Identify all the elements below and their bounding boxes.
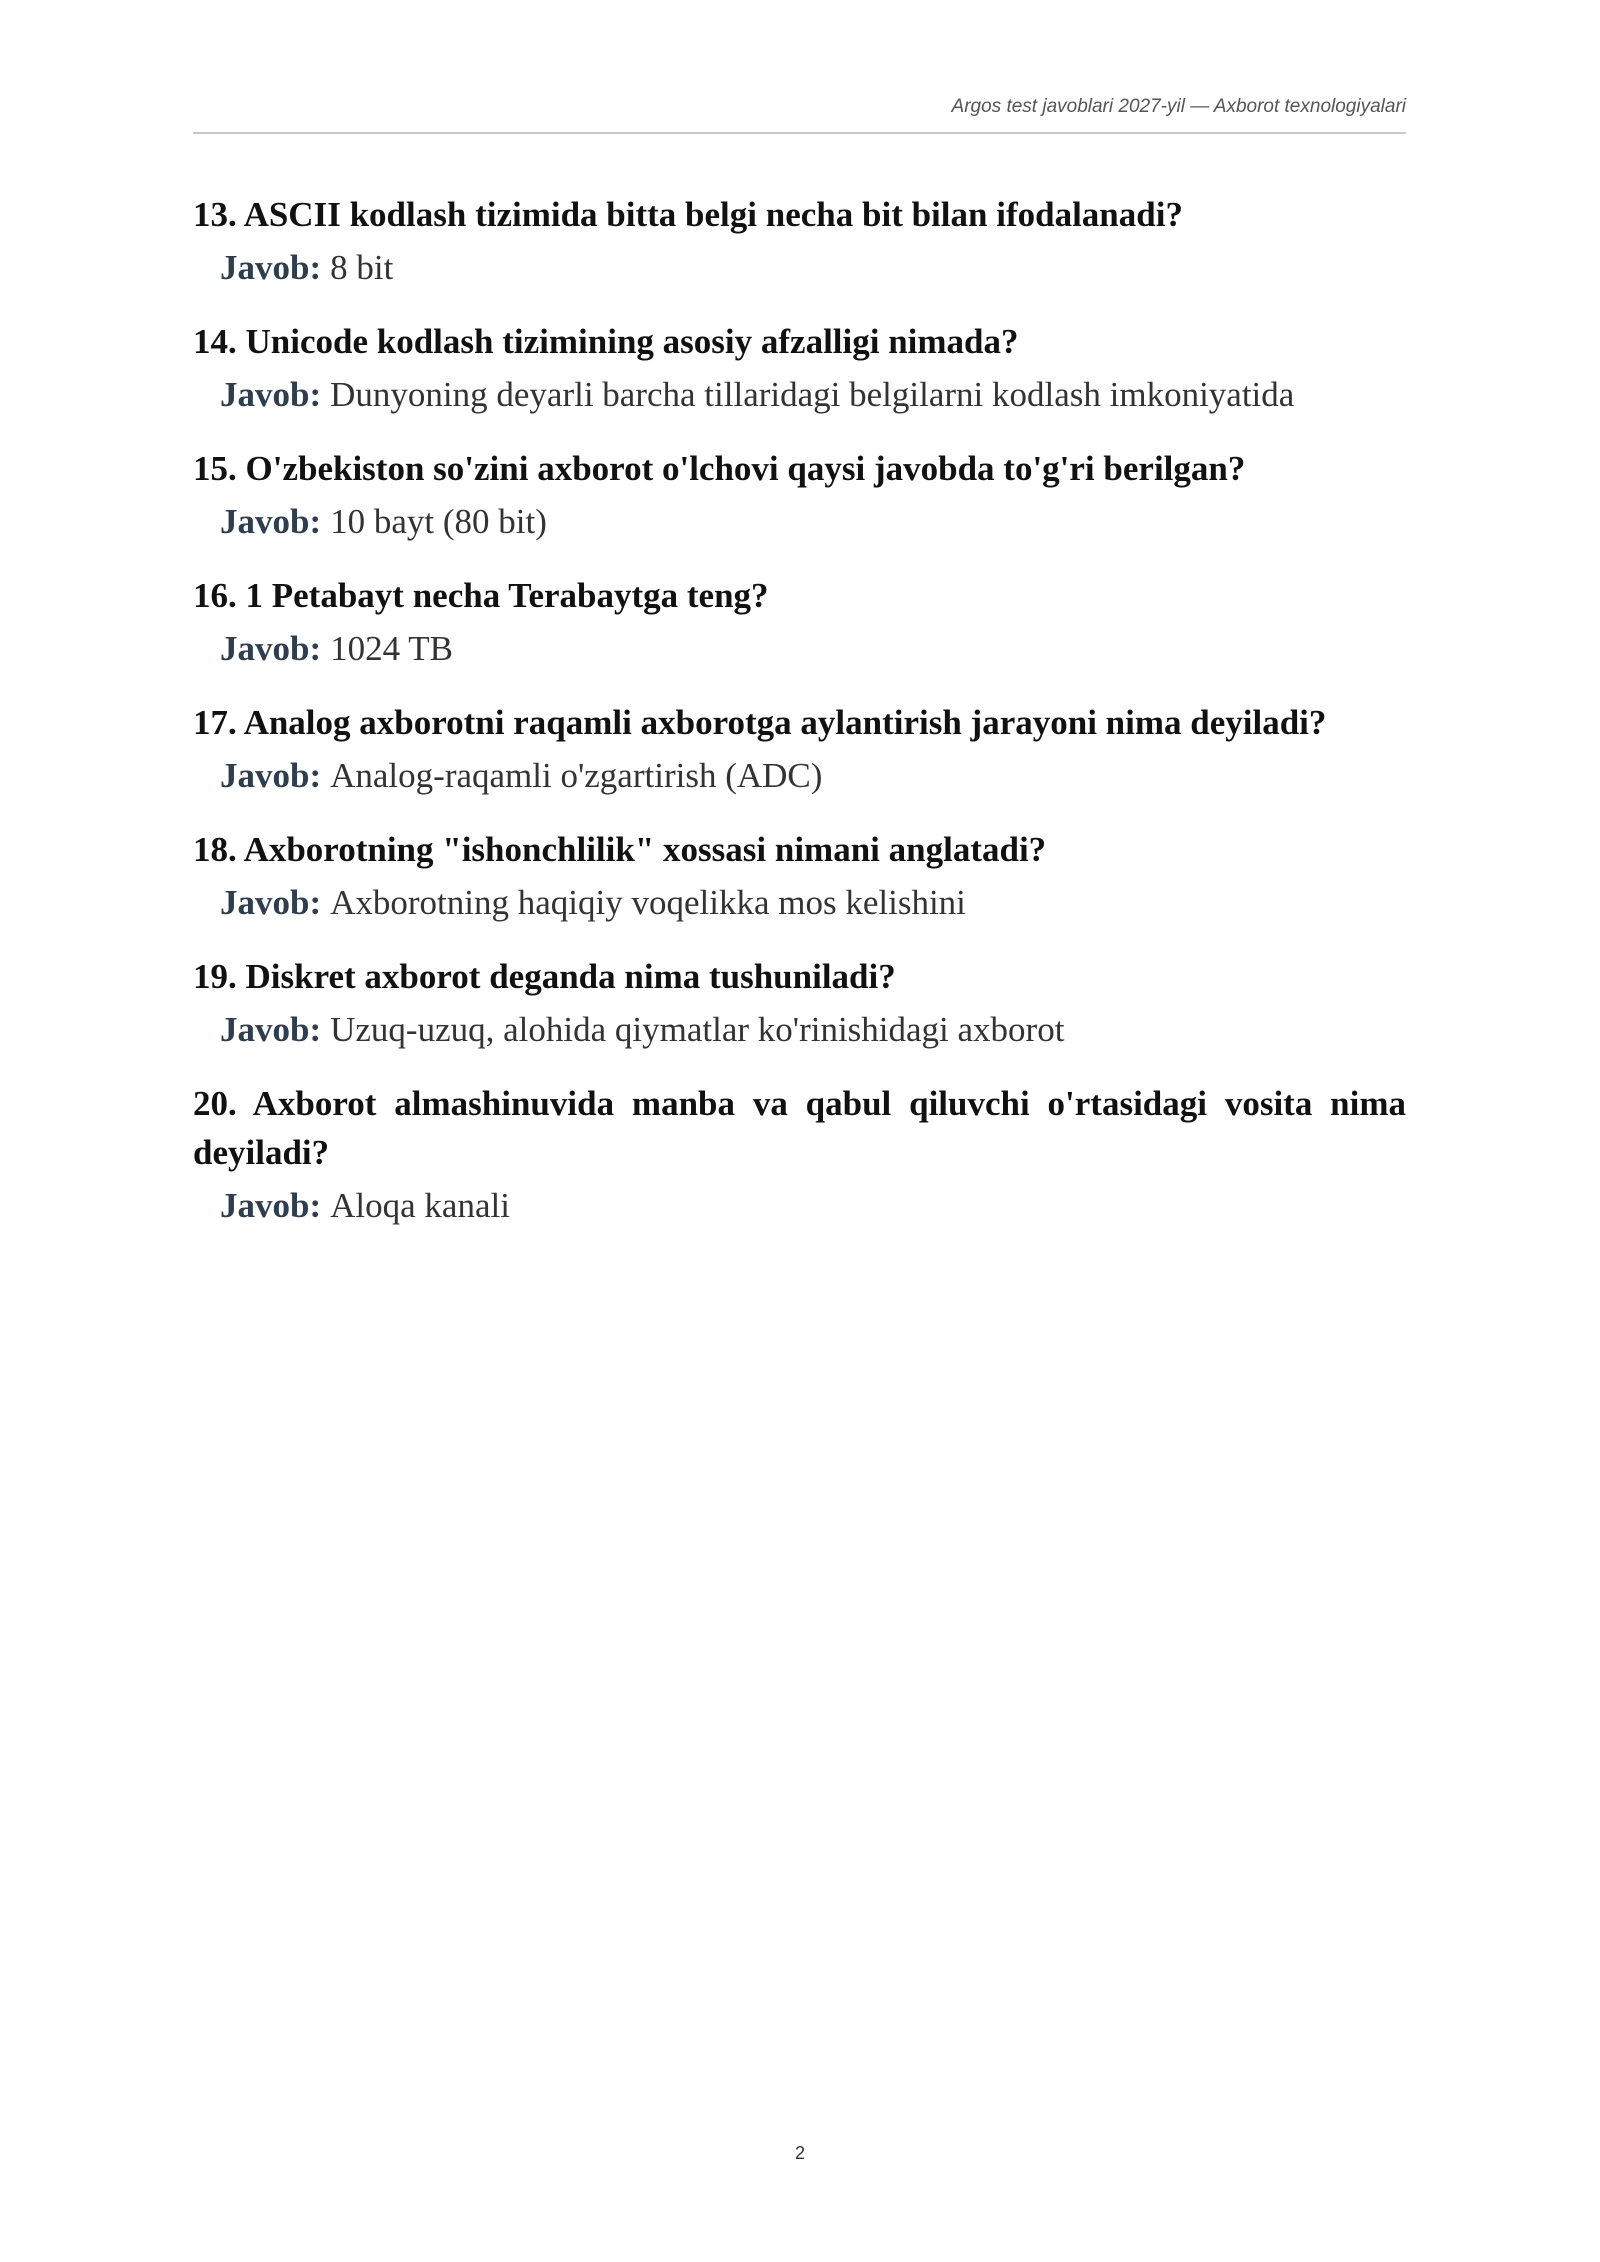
question-17: 17. Analog axborotni raqamli axborotga aylantirish jarayoni nima deyiladi?	[193, 703, 1327, 742]
qa-item-17	[193, 698, 1406, 802]
page-number: 2	[794, 2143, 805, 2163]
answer-20	[193, 1180, 1406, 1232]
answer-14	[193, 369, 1406, 421]
answer-label: Javob:	[220, 756, 322, 795]
header-title: Argos test javoblari 2027-yil — Axborot texnologiyalari	[951, 96, 1406, 117]
question-18: 18. Axborotning "ishonchlilik" xossasi nimani anglatadi?	[193, 830, 1047, 869]
answer-text-17: Analog-raqamli o'zgartirish (ADC)	[330, 756, 823, 795]
question-20: 20. Axborot almashinuvida manba va qabul qiluvchi o'rtasidagi vosita nima deyiladi?	[193, 1084, 1406, 1172]
page-header	[193, 92, 1406, 134]
answer-label: Javob:	[220, 883, 322, 922]
answer-text-13: 8 bit	[330, 248, 394, 287]
question-15: 15. O'zbekiston so'zini axborot o'lchovi qaysi javobda to'g'ri berilgan?	[193, 449, 1246, 488]
answer-text-18: Axborotning haqiqiy voqelikka mos kelishini	[330, 883, 966, 922]
answer-label: Javob:	[220, 1010, 322, 1049]
answer-17	[193, 750, 1406, 802]
question-19: 19. Diskret axborot deganda nima tushuniladi?	[193, 957, 896, 996]
qa-item-20	[193, 1079, 1406, 1232]
answer-text-14: Dunyoning deyarli barcha tillaridagi belgilarni kodlash imkoniyatida	[330, 375, 1295, 414]
answer-label: Javob:	[220, 502, 322, 541]
answer-label: Javob:	[220, 248, 322, 287]
answer-text-20: Aloqa kanali	[330, 1186, 510, 1225]
qa-list	[193, 190, 1406, 1255]
qa-item-19	[193, 952, 1406, 1056]
answer-15	[193, 496, 1406, 548]
answer-16	[193, 623, 1406, 675]
answer-18	[193, 877, 1406, 929]
question-14: 14. Unicode kodlash tizimining asosiy afzalligi nimada?	[193, 322, 1019, 361]
answer-text-16: 1024 TB	[330, 629, 453, 668]
answer-13	[193, 242, 1406, 294]
qa-item-18	[193, 825, 1406, 929]
qa-item-13	[193, 190, 1406, 294]
answer-label: Javob:	[220, 629, 322, 668]
question-13: 13. ASCII kodlash tizimida bitta belgi necha bit bilan ifodalanadi?	[193, 195, 1183, 234]
answer-text-15: 10 bayt (80 bit)	[330, 502, 547, 541]
answer-label: Javob:	[220, 1186, 322, 1225]
answer-text-19: Uzuq-uzuq, alohida qiymatlar ko'rinishidagi axborot	[330, 1010, 1065, 1049]
question-16: 16. 1 Petabayt necha Terabaytga teng?	[193, 576, 769, 615]
qa-item-15	[193, 444, 1406, 548]
qa-item-14	[193, 317, 1406, 421]
answer-label: Javob:	[220, 375, 322, 414]
answer-19	[193, 1004, 1406, 1056]
qa-item-16	[193, 571, 1406, 675]
